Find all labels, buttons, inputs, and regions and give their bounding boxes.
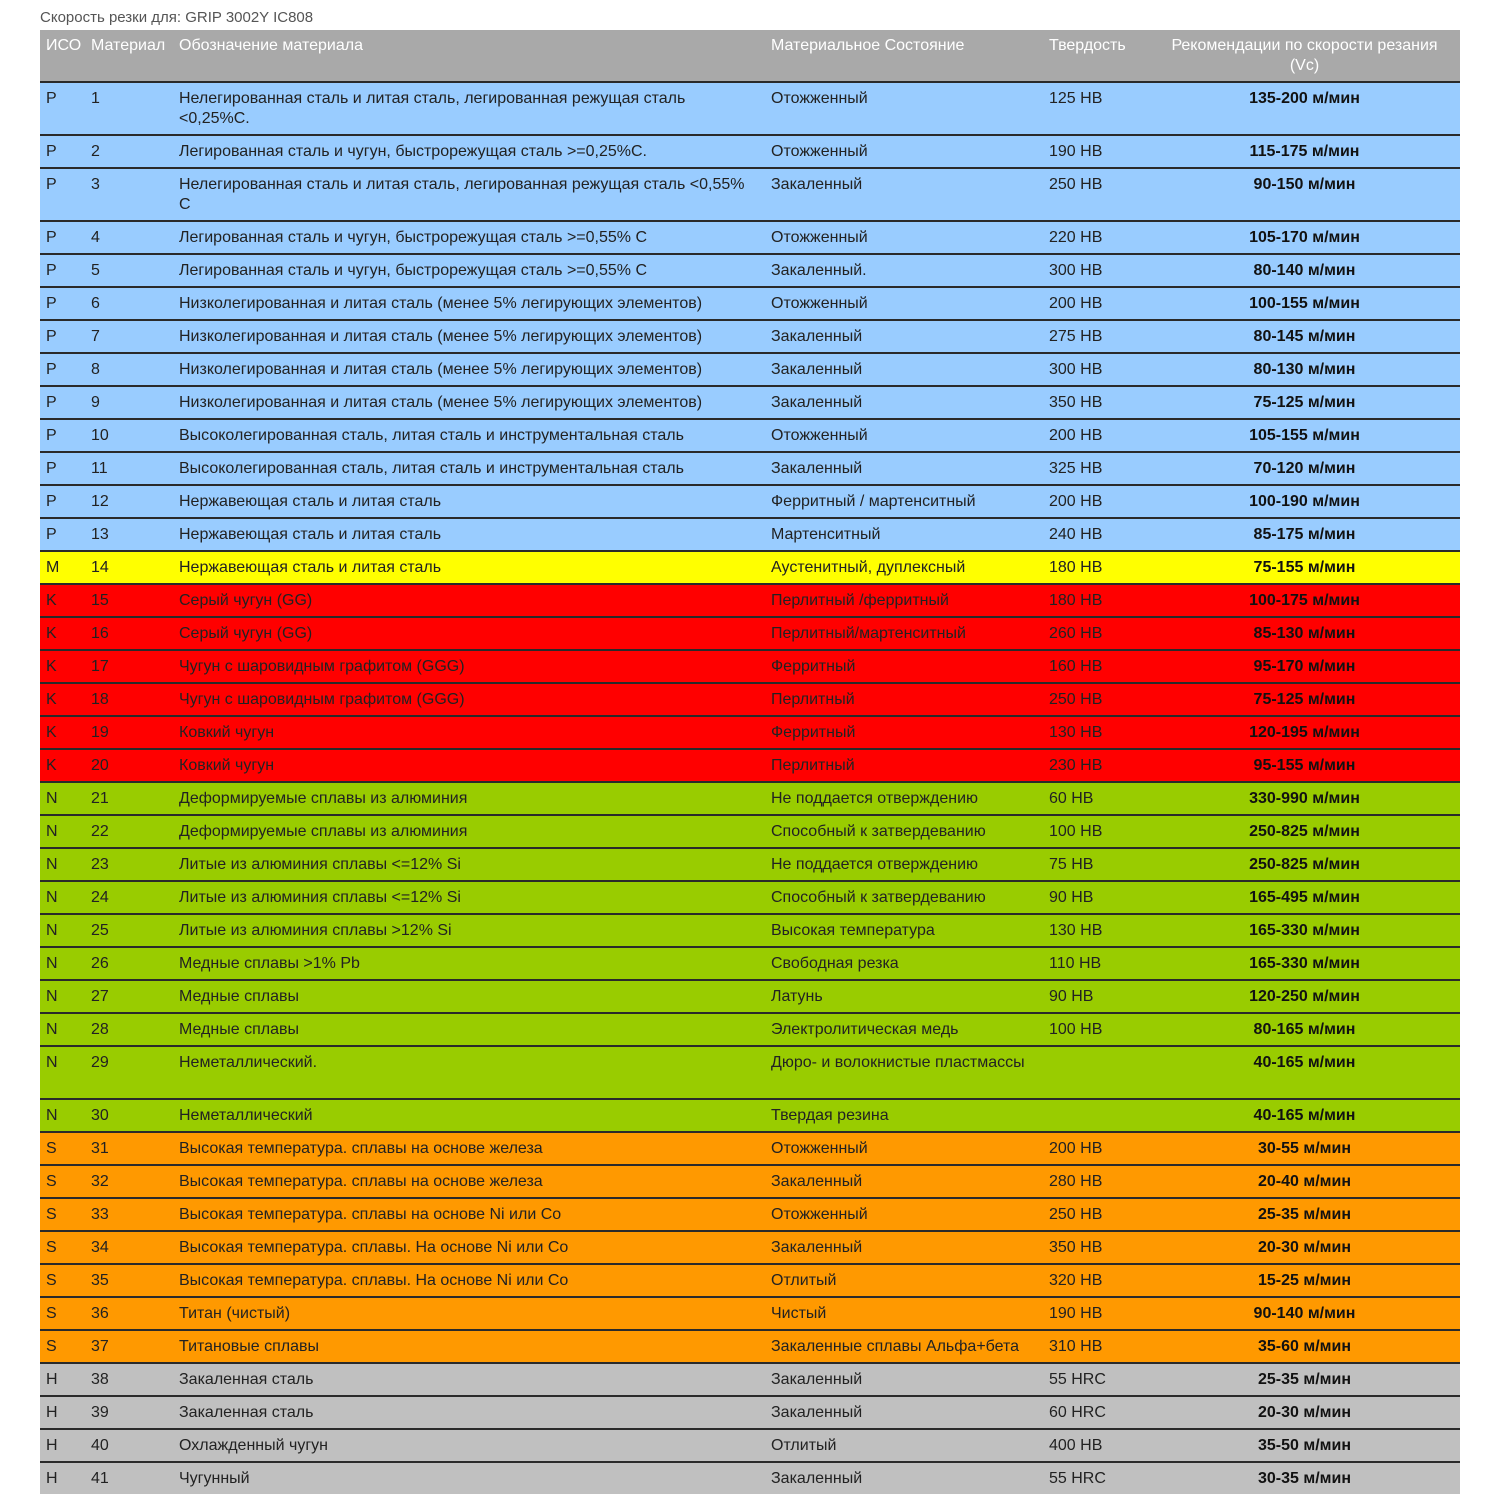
cell-iso: N (40, 848, 85, 881)
cell-iso: N (40, 782, 85, 815)
cell-iso: N (40, 1046, 85, 1099)
cell-designation: Нержавеющая сталь и литая сталь (173, 551, 765, 584)
cell-iso: P (40, 254, 85, 287)
cell-condition: Отожженный (765, 1198, 1043, 1231)
cell-hardness: 260 HB (1043, 617, 1149, 650)
cell-cutting-speed: 105-155 м/мин (1149, 419, 1460, 452)
cell-material-number: 40 (85, 1429, 173, 1462)
cell-designation: Чугун с шаровидным графитом (GGG) (173, 650, 765, 683)
cell-condition: Закаленный (765, 1363, 1043, 1396)
table-row (40, 386, 1460, 419)
cell-cutting-speed: 120-195 м/мин (1149, 716, 1460, 749)
header-designation: Обозначение материала (173, 30, 765, 82)
cell-iso: S (40, 1264, 85, 1297)
cell-iso: N (40, 980, 85, 1013)
cell-condition: Мартенситный (765, 518, 1043, 551)
cell-hardness: 280 HB (1043, 1165, 1149, 1198)
cell-material-number: 17 (85, 650, 173, 683)
table-row (40, 1462, 1460, 1494)
cell-cutting-speed: 250-825 м/мин (1149, 815, 1460, 848)
cell-cutting-speed: 100-190 м/мин (1149, 485, 1460, 518)
cell-material-number: 2 (85, 135, 173, 168)
cell-material-number: 32 (85, 1165, 173, 1198)
cell-condition: Перлитный (765, 683, 1043, 716)
cell-designation: Низколегированная и литая сталь (менее 5% легирующих элементов) (173, 287, 765, 320)
cell-iso: P (40, 135, 85, 168)
cell-cutting-speed: 120-250 м/мин (1149, 980, 1460, 1013)
cell-designation: Литые из алюминия сплавы <=12% Si (173, 848, 765, 881)
table-row (40, 914, 1460, 947)
table-row (40, 1013, 1460, 1046)
table-row (40, 1132, 1460, 1165)
cell-iso: P (40, 518, 85, 551)
cell-hardness: 200 HB (1043, 485, 1149, 518)
table-body (40, 82, 1460, 1494)
cell-cutting-speed: 85-175 м/мин (1149, 518, 1460, 551)
cell-hardness: 90 HB (1043, 980, 1149, 1013)
cell-hardness: 180 HB (1043, 551, 1149, 584)
cell-hardness: 110 HB (1043, 947, 1149, 980)
table-row (40, 452, 1460, 485)
cell-condition: Отожженный (765, 221, 1043, 254)
cell-material-number: 39 (85, 1396, 173, 1429)
cell-iso: K (40, 749, 85, 782)
cell-designation: Серый чугун (GG) (173, 617, 765, 650)
cell-designation: Высоколегированная сталь, литая сталь и инструментальная сталь (173, 419, 765, 452)
cell-condition: Чистый (765, 1297, 1043, 1330)
cell-cutting-speed: 40-165 м/мин (1149, 1099, 1460, 1132)
cell-condition: Отожженный (765, 82, 1043, 135)
table-row (40, 1165, 1460, 1198)
cell-material-number: 5 (85, 254, 173, 287)
cell-designation: Ковкий чугун (173, 716, 765, 749)
cell-hardness: 190 HB (1043, 135, 1149, 168)
cell-hardness: 275 HB (1043, 320, 1149, 353)
cell-designation: Легированная сталь и чугун, быстрорежущая сталь >=0,55% C (173, 221, 765, 254)
cell-condition: Отожженный (765, 419, 1043, 452)
cell-cutting-speed: 80-165 м/мин (1149, 1013, 1460, 1046)
cell-designation: Деформируемые сплавы из алюминия (173, 782, 765, 815)
cell-condition: Закаленный (765, 1165, 1043, 1198)
cell-designation: Легированная сталь и чугун, быстрорежущая сталь >=0,55% C (173, 254, 765, 287)
cell-cutting-speed: 20-30 м/мин (1149, 1396, 1460, 1429)
cell-hardness: 350 HB (1043, 386, 1149, 419)
cell-iso: K (40, 650, 85, 683)
cell-iso: N (40, 815, 85, 848)
cell-iso: H (40, 1429, 85, 1462)
cell-condition: Закаленный (765, 320, 1043, 353)
cell-cutting-speed: 135-200 м/мин (1149, 82, 1460, 135)
cell-cutting-speed: 165-330 м/мин (1149, 947, 1460, 980)
cell-iso: M (40, 551, 85, 584)
cell-iso: S (40, 1165, 85, 1198)
table-row (40, 1297, 1460, 1330)
cell-designation: Закаленная сталь (173, 1363, 765, 1396)
table-row (40, 1363, 1460, 1396)
cell-material-number: 27 (85, 980, 173, 1013)
cell-designation: Медные сплавы (173, 1013, 765, 1046)
table-row (40, 518, 1460, 551)
cell-designation: Чугунный (173, 1462, 765, 1494)
cell-condition: Латунь (765, 980, 1043, 1013)
table-row (40, 1429, 1460, 1462)
cell-cutting-speed: 90-140 м/мин (1149, 1297, 1460, 1330)
cell-condition: Ферритный (765, 716, 1043, 749)
cell-cutting-speed: 80-145 м/мин (1149, 320, 1460, 353)
cell-iso: P (40, 287, 85, 320)
cell-hardness: 350 HB (1043, 1231, 1149, 1264)
table-row (40, 1330, 1460, 1363)
cell-condition: Перлитный /ферритный (765, 584, 1043, 617)
cell-designation: Ковкий чугун (173, 749, 765, 782)
cell-condition: Отожженный (765, 1132, 1043, 1165)
cell-designation: Чугун с шаровидным графитом (GGG) (173, 683, 765, 716)
cell-designation: Неметаллический. (173, 1046, 765, 1099)
cell-condition: Закаленный (765, 386, 1043, 419)
cell-cutting-speed: 165-330 м/мин (1149, 914, 1460, 947)
cell-iso: N (40, 1013, 85, 1046)
header-condition: Материальное Состояние (765, 30, 1043, 82)
cell-designation: Титановые сплавы (173, 1330, 765, 1363)
table-row (40, 1396, 1460, 1429)
cell-iso: P (40, 386, 85, 419)
cell-material-number: 4 (85, 221, 173, 254)
cell-iso: S (40, 1132, 85, 1165)
table-row (40, 168, 1460, 221)
cell-condition: Отлитый (765, 1429, 1043, 1462)
cell-material-number: 3 (85, 168, 173, 221)
cell-cutting-speed: 40-165 м/мин (1149, 1046, 1460, 1099)
cell-designation: Высоколегированная сталь, литая сталь и инструментальная сталь (173, 452, 765, 485)
cell-designation: Серый чугун (GG) (173, 584, 765, 617)
cell-hardness: 240 HB (1043, 518, 1149, 551)
cell-condition: Способный к затвердеванию (765, 881, 1043, 914)
cell-material-number: 35 (85, 1264, 173, 1297)
cell-material-number: 1 (85, 82, 173, 135)
cell-cutting-speed: 95-155 м/мин (1149, 749, 1460, 782)
cell-cutting-speed: 20-40 м/мин (1149, 1165, 1460, 1198)
cell-hardness: 190 HB (1043, 1297, 1149, 1330)
cell-material-number: 20 (85, 749, 173, 782)
cell-material-number: 6 (85, 287, 173, 320)
table-row (40, 221, 1460, 254)
cell-condition: Закаленный (765, 168, 1043, 221)
cell-cutting-speed: 165-495 м/мин (1149, 881, 1460, 914)
cell-condition: Дюро- и волокнистые пластмассы (765, 1046, 1043, 1099)
cell-cutting-speed: 75-125 м/мин (1149, 386, 1460, 419)
cell-iso: P (40, 168, 85, 221)
cell-cutting-speed: 75-155 м/мин (1149, 551, 1460, 584)
cell-cutting-speed: 250-825 м/мин (1149, 848, 1460, 881)
cell-hardness: 100 HB (1043, 815, 1149, 848)
cell-cutting-speed: 75-125 м/мин (1149, 683, 1460, 716)
cell-designation: Нелегированная сталь и литая сталь, легированная режущая сталь <0,25%C. (173, 82, 765, 135)
cell-material-number: 8 (85, 353, 173, 386)
table-row (40, 782, 1460, 815)
cell-cutting-speed: 15-25 м/мин (1149, 1264, 1460, 1297)
cell-hardness: 300 HB (1043, 353, 1149, 386)
cell-iso: K (40, 584, 85, 617)
cell-condition: Способный к затвердеванию (765, 815, 1043, 848)
cell-material-number: 33 (85, 1198, 173, 1231)
cell-material-number: 21 (85, 782, 173, 815)
cell-cutting-speed: 115-175 м/мин (1149, 135, 1460, 168)
table-row (40, 135, 1460, 168)
cell-designation: Высокая температура. сплавы на основе Ni или Co (173, 1198, 765, 1231)
cell-iso: P (40, 320, 85, 353)
cell-hardness: 200 HB (1043, 419, 1149, 452)
cell-hardness (1043, 1099, 1149, 1132)
cell-material-number: 9 (85, 386, 173, 419)
table-row (40, 320, 1460, 353)
cell-cutting-speed: 95-170 м/мин (1149, 650, 1460, 683)
cell-designation: Титан (чистый) (173, 1297, 765, 1330)
cell-designation: Высокая температура. сплавы. На основе Ni или Co (173, 1231, 765, 1264)
cell-hardness: 90 HB (1043, 881, 1149, 914)
cell-designation: Низколегированная и литая сталь (менее 5% легирующих элементов) (173, 386, 765, 419)
table-row (40, 815, 1460, 848)
header-material: Материал (85, 30, 173, 82)
cell-designation: Деформируемые сплавы из алюминия (173, 815, 765, 848)
cell-designation: Низколегированная и литая сталь (менее 5% легирующих элементов) (173, 320, 765, 353)
cell-condition: Ферритный (765, 650, 1043, 683)
cell-cutting-speed: 90-150 м/мин (1149, 168, 1460, 221)
cell-cutting-speed: 30-35 м/мин (1149, 1462, 1460, 1494)
cell-material-number: 10 (85, 419, 173, 452)
table-row (40, 1264, 1460, 1297)
cell-condition: Высокая температура (765, 914, 1043, 947)
cell-hardness: 220 HB (1043, 221, 1149, 254)
cell-cutting-speed: 35-50 м/мин (1149, 1429, 1460, 1462)
cell-hardness: 55 HRC (1043, 1363, 1149, 1396)
cell-iso: P (40, 452, 85, 485)
cell-hardness: 200 HB (1043, 1132, 1149, 1165)
cell-material-number: 31 (85, 1132, 173, 1165)
cell-hardness (1043, 1046, 1149, 1099)
cell-iso: H (40, 1462, 85, 1494)
cell-iso: P (40, 82, 85, 135)
cell-cutting-speed: 80-130 м/мин (1149, 353, 1460, 386)
cell-cutting-speed: 105-170 м/мин (1149, 221, 1460, 254)
cell-iso: P (40, 221, 85, 254)
cell-condition: Закаленный (765, 1396, 1043, 1429)
cell-designation: Низколегированная и литая сталь (менее 5% легирующих элементов) (173, 353, 765, 386)
cell-cutting-speed: 330-990 м/мин (1149, 782, 1460, 815)
cell-designation: Литые из алюминия сплавы <=12% Si (173, 881, 765, 914)
cell-condition: Электролитическая медь (765, 1013, 1043, 1046)
cell-condition: Закаленный (765, 353, 1043, 386)
cell-designation: Закаленная сталь (173, 1396, 765, 1429)
cell-condition: Закаленный (765, 1462, 1043, 1494)
table-row (40, 947, 1460, 980)
cell-iso: P (40, 353, 85, 386)
header-iso: ИСО (40, 30, 85, 82)
header-hardness: Твердость (1043, 30, 1149, 82)
cell-designation: Легированная сталь и чугун, быстрорежущая сталь >=0,25%C. (173, 135, 765, 168)
cell-material-number: 11 (85, 452, 173, 485)
cell-iso: P (40, 419, 85, 452)
cell-cutting-speed: 70-120 м/мин (1149, 452, 1460, 485)
table-row (40, 617, 1460, 650)
cell-hardness: 55 HRC (1043, 1462, 1149, 1494)
cell-material-number: 22 (85, 815, 173, 848)
cell-designation: Высокая температура. сплавы на основе железа (173, 1165, 765, 1198)
cell-material-number: 28 (85, 1013, 173, 1046)
cell-condition: Закаленные сплавы Альфа+бета (765, 1330, 1043, 1363)
cell-material-number: 16 (85, 617, 173, 650)
cell-hardness: 125 HB (1043, 82, 1149, 135)
cell-hardness: 60 HB (1043, 782, 1149, 815)
table-row (40, 584, 1460, 617)
cell-designation: Высокая температура. сплавы на основе железа (173, 1132, 765, 1165)
cell-designation: Медные сплавы (173, 980, 765, 1013)
cell-material-number: 24 (85, 881, 173, 914)
cell-iso: S (40, 1330, 85, 1363)
table-row (40, 1046, 1460, 1099)
cell-designation: Неметаллический (173, 1099, 765, 1132)
cell-condition: Не поддается отверждению (765, 848, 1043, 881)
cell-designation: Нержавеющая сталь и литая сталь (173, 485, 765, 518)
cell-designation: Охлажденный чугун (173, 1429, 765, 1462)
cell-condition: Аустенитный, дуплексный (765, 551, 1043, 584)
cell-material-number: 29 (85, 1046, 173, 1099)
cell-hardness: 400 HB (1043, 1429, 1149, 1462)
cell-cutting-speed: 20-30 м/мин (1149, 1231, 1460, 1264)
cell-cutting-speed: 85-130 м/мин (1149, 617, 1460, 650)
table-row (40, 881, 1460, 914)
cell-hardness: 100 HB (1043, 1013, 1149, 1046)
cell-material-number: 26 (85, 947, 173, 980)
cell-hardness: 130 HB (1043, 914, 1149, 947)
table-caption: Скорость резки для: GRIP 3002Y IC808 (40, 9, 314, 26)
cell-iso: S (40, 1297, 85, 1330)
table-row (40, 749, 1460, 782)
cell-condition: Закаленный (765, 1231, 1043, 1264)
cell-hardness: 130 HB (1043, 716, 1149, 749)
cell-material-number: 18 (85, 683, 173, 716)
cell-cutting-speed: 35-60 м/мин (1149, 1330, 1460, 1363)
table-row (40, 551, 1460, 584)
table-row (40, 980, 1460, 1013)
cell-hardness: 250 HB (1043, 168, 1149, 221)
cell-cutting-speed: 80-140 м/мин (1149, 254, 1460, 287)
cell-designation: Высокая температура. сплавы. На основе Ni или Co (173, 1264, 765, 1297)
cell-material-number: 15 (85, 584, 173, 617)
cell-material-number: 13 (85, 518, 173, 551)
table-row (40, 1099, 1460, 1132)
cell-material-number: 41 (85, 1462, 173, 1494)
cell-iso: N (40, 947, 85, 980)
cell-material-number: 23 (85, 848, 173, 881)
cell-cutting-speed: 100-175 м/мин (1149, 584, 1460, 617)
cell-material-number: 30 (85, 1099, 173, 1132)
table-row (40, 1198, 1460, 1231)
header-speed: Рекомендации по скорости резания (Vc) (1149, 30, 1460, 82)
cutting-speed-table (40, 30, 1460, 1494)
cell-hardness: 75 HB (1043, 848, 1149, 881)
cell-iso: K (40, 617, 85, 650)
cell-hardness: 320 HB (1043, 1264, 1149, 1297)
cell-condition: Твердая резина (765, 1099, 1043, 1132)
cell-hardness: 180 HB (1043, 584, 1149, 617)
cell-designation: Нержавеющая сталь и литая сталь (173, 518, 765, 551)
cell-condition: Перлитный/мартенситный (765, 617, 1043, 650)
cell-condition: Закаленный (765, 452, 1043, 485)
cell-material-number: 36 (85, 1297, 173, 1330)
cell-hardness: 250 HB (1043, 683, 1149, 716)
cell-condition: Перлитный (765, 749, 1043, 782)
cell-material-number: 7 (85, 320, 173, 353)
cell-condition: Отожженный (765, 287, 1043, 320)
cell-condition: Свободная резка (765, 947, 1043, 980)
cell-hardness: 310 HB (1043, 1330, 1149, 1363)
cell-hardness: 200 HB (1043, 287, 1149, 320)
cell-cutting-speed: 25-35 м/мин (1149, 1363, 1460, 1396)
cell-iso: P (40, 485, 85, 518)
table-row (40, 650, 1460, 683)
cell-iso: H (40, 1363, 85, 1396)
table-row (40, 419, 1460, 452)
cell-iso: N (40, 1099, 85, 1132)
cell-hardness: 230 HB (1043, 749, 1149, 782)
cell-material-number: 12 (85, 485, 173, 518)
table-row (40, 485, 1460, 518)
cell-material-number: 37 (85, 1330, 173, 1363)
cell-iso: K (40, 683, 85, 716)
cell-iso: K (40, 716, 85, 749)
cell-condition: Ферритный / мартенситный (765, 485, 1043, 518)
cell-designation: Нелегированная сталь и литая сталь, легированная режущая сталь <0,55% C (173, 168, 765, 221)
cell-hardness: 60 HRC (1043, 1396, 1149, 1429)
cell-material-number: 38 (85, 1363, 173, 1396)
cell-material-number: 34 (85, 1231, 173, 1264)
cell-cutting-speed: 100-155 м/мин (1149, 287, 1460, 320)
table-row (40, 1231, 1460, 1264)
header-row (40, 30, 1460, 82)
table-row (40, 287, 1460, 320)
table-row (40, 848, 1460, 881)
cell-condition: Закаленный. (765, 254, 1043, 287)
cell-hardness: 250 HB (1043, 1198, 1149, 1231)
cell-condition: Отлитый (765, 1264, 1043, 1297)
table-row (40, 683, 1460, 716)
cell-iso: N (40, 914, 85, 947)
cell-material-number: 25 (85, 914, 173, 947)
cell-cutting-speed: 25-35 м/мин (1149, 1198, 1460, 1231)
cell-iso: N (40, 881, 85, 914)
cell-iso: S (40, 1231, 85, 1264)
table-row (40, 82, 1460, 135)
cell-hardness: 300 HB (1043, 254, 1149, 287)
cell-iso: H (40, 1396, 85, 1429)
cell-designation: Медные сплавы >1% Pb (173, 947, 765, 980)
cell-hardness: 160 HB (1043, 650, 1149, 683)
cell-condition: Не поддается отверждению (765, 782, 1043, 815)
cell-cutting-speed: 30-55 м/мин (1149, 1132, 1460, 1165)
table-row (40, 716, 1460, 749)
cell-material-number: 14 (85, 551, 173, 584)
table-row (40, 353, 1460, 386)
cell-designation: Литые из алюминия сплавы >12% Si (173, 914, 765, 947)
table-row (40, 254, 1460, 287)
cell-iso: S (40, 1198, 85, 1231)
cell-condition: Отожженный (765, 135, 1043, 168)
cell-material-number: 19 (85, 716, 173, 749)
cell-hardness: 325 HB (1043, 452, 1149, 485)
